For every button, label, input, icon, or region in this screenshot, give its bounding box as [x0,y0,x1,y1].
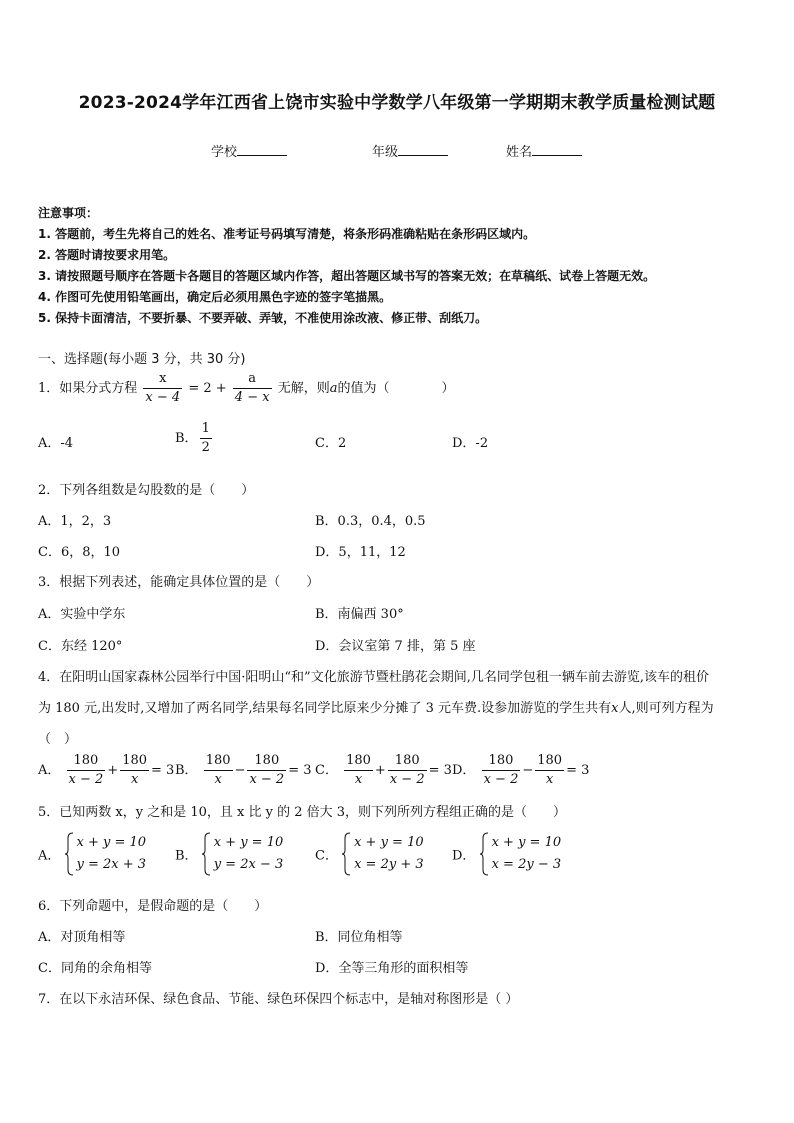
q3-option-b: B．南偏西 30° [315,607,404,622]
q3-option-a: A．实验中学东 [38,607,126,622]
name-field [506,141,582,160]
school-label: 学校 [211,145,238,160]
name-label: 姓名 [506,145,533,160]
q1-eq-mid: = 2 + [188,381,227,396]
q4-option-d: D． $\frac{180}{x - 2}$ − $\frac{180}{x}$ = 3 [452,753,590,787]
name-blank [532,144,582,156]
brace-icon [202,832,212,876]
notes-heading: 注意事项： [38,206,99,220]
school-field [211,141,287,160]
note-item: 4. 作图可先使用铅笔画出，确定后必须用黑色字迹的签字笔描黑。 [38,290,392,304]
q4-option-b: B． $\frac{180}{x}$ − $\frac{180}{x - 2}$ = 3 [175,753,312,787]
note-item: 1. 答题前，考生先将自己的姓名、准考证号码填写清楚，将条形码准确粘贴在条形码区域内。 [38,227,536,241]
q3-option-d: D．会议室第 7 排，第 5 座 [315,639,476,654]
q6-option-d: D．全等三角形的面积相等 [315,961,469,976]
section-heading: 一、选择题(每小题 3 分，共 30 分) [38,352,246,367]
q1-post2: 的值为（ ） [337,381,455,396]
brace-icon [65,832,75,876]
q1-option-b: B． $\frac{1}{2}$ [175,421,210,455]
school-blank [237,144,287,156]
q5-option-b: B． x + y = 10 y = 2x − 3 [175,832,283,876]
question-6-stem: 6．下列命题中，是假命题的是（ ） [38,899,268,914]
notes-block [38,203,655,329]
grade-field [372,141,448,160]
q5-option-a: A． x + y = 10 y = 2x + 3 [38,832,146,876]
q4-option-c: C． $\frac{180}{x}$ + $\frac{180}{x - 2}$ = 3 [315,753,452,787]
q3-option-c: C．东经 120° [38,639,123,654]
q2-option-b: B．0.3，0.4，0.5 [315,514,426,529]
q4-option-a: A． $\frac{180}{x - 2}$ + $\frac{180}{x}$ = 3 [38,753,175,787]
note-item: 2. 答题时请按要求用笔。 [38,248,176,262]
question-5-stem: 5．已知两数 x，y 之和是 10，且 x 比 y 的 2 倍大 3，则下列所列方程组正确的是（ ） [38,805,567,820]
question-4-line-1: 4．在阳明山国家森林公园举行中国·阳明山“和”文化旅游节暨杜鹃花会期间,几名同学包租一辆车前去游览,该车的租价 [38,670,709,685]
q1-var: a [329,381,338,396]
question-2-stem: 2．下列各组数是勾股数的是（ ） [38,483,255,498]
q1-pre: 1．如果分式方程 [38,381,138,396]
q5-option-d: D． x + y = 10 x = 2y − 3 [452,832,561,876]
q2-option-a: A．1，2，3 [38,514,112,529]
question-3-stem: 3．根据下列表述，能确定具体位置的是（ ） [38,575,320,590]
q1-post: 无解，则 [277,381,330,396]
q1-option-d: D．-2 [452,436,489,451]
question-4-paren: （ ） [38,732,78,747]
q6-option-b: B．同位角相等 [315,930,403,945]
brace-icon [342,832,352,876]
question-7-stem: 7．在以下永洁环保、绿色食品、节能、绿色环保四个标志中，是轴对称图形是（ ） [38,992,519,1007]
page-title: 2023-2024学年江西省上饶市实验中学数学八年级第一学期期末教学质量检测试题 [78,93,716,113]
question-1-stem [38,370,455,407]
q1-frac-left: $\frac{x}{x - 4}$ [145,371,181,405]
q1-b-frac: $\frac{1}{2}$ [201,421,210,455]
q1-option-c: C．2 [315,436,347,451]
q6-option-c: C．同角的余角相等 [38,961,152,976]
note-item: 3. 请按照题号顺序在答题卡各题目的答题区域内作答，超出答题区域书写的答案无效；在草稿纸、试卷上答题无效。 [38,269,656,283]
q5-option-c: C． x + y = 10 x = 2y + 3 [315,832,424,876]
q2-option-c: C．6，8，10 [38,545,121,560]
q6-option-a: A．对顶角相等 [38,930,126,945]
q2-option-d: D．5，11，12 [315,545,406,560]
q1-option-a: A．-4 [38,436,74,451]
brace-icon [480,832,490,876]
question-4-line-2: 为 180 元,出发时,又增加了两名同学,结果每名同学比原来少分摊了 3 元车费.设参加游览的学生共有x人,则可列方程为 [38,701,714,716]
note-item: 5. 保持卡面清洁，不要折暴、不要弄破、弄皱，不准使用涂改液、修正带、刮纸刀。 [38,311,488,325]
grade-blank [398,144,448,156]
q1-frac-right: $\frac{a}{4 - x}$ [234,371,270,405]
grade-label: 年级 [372,145,399,160]
